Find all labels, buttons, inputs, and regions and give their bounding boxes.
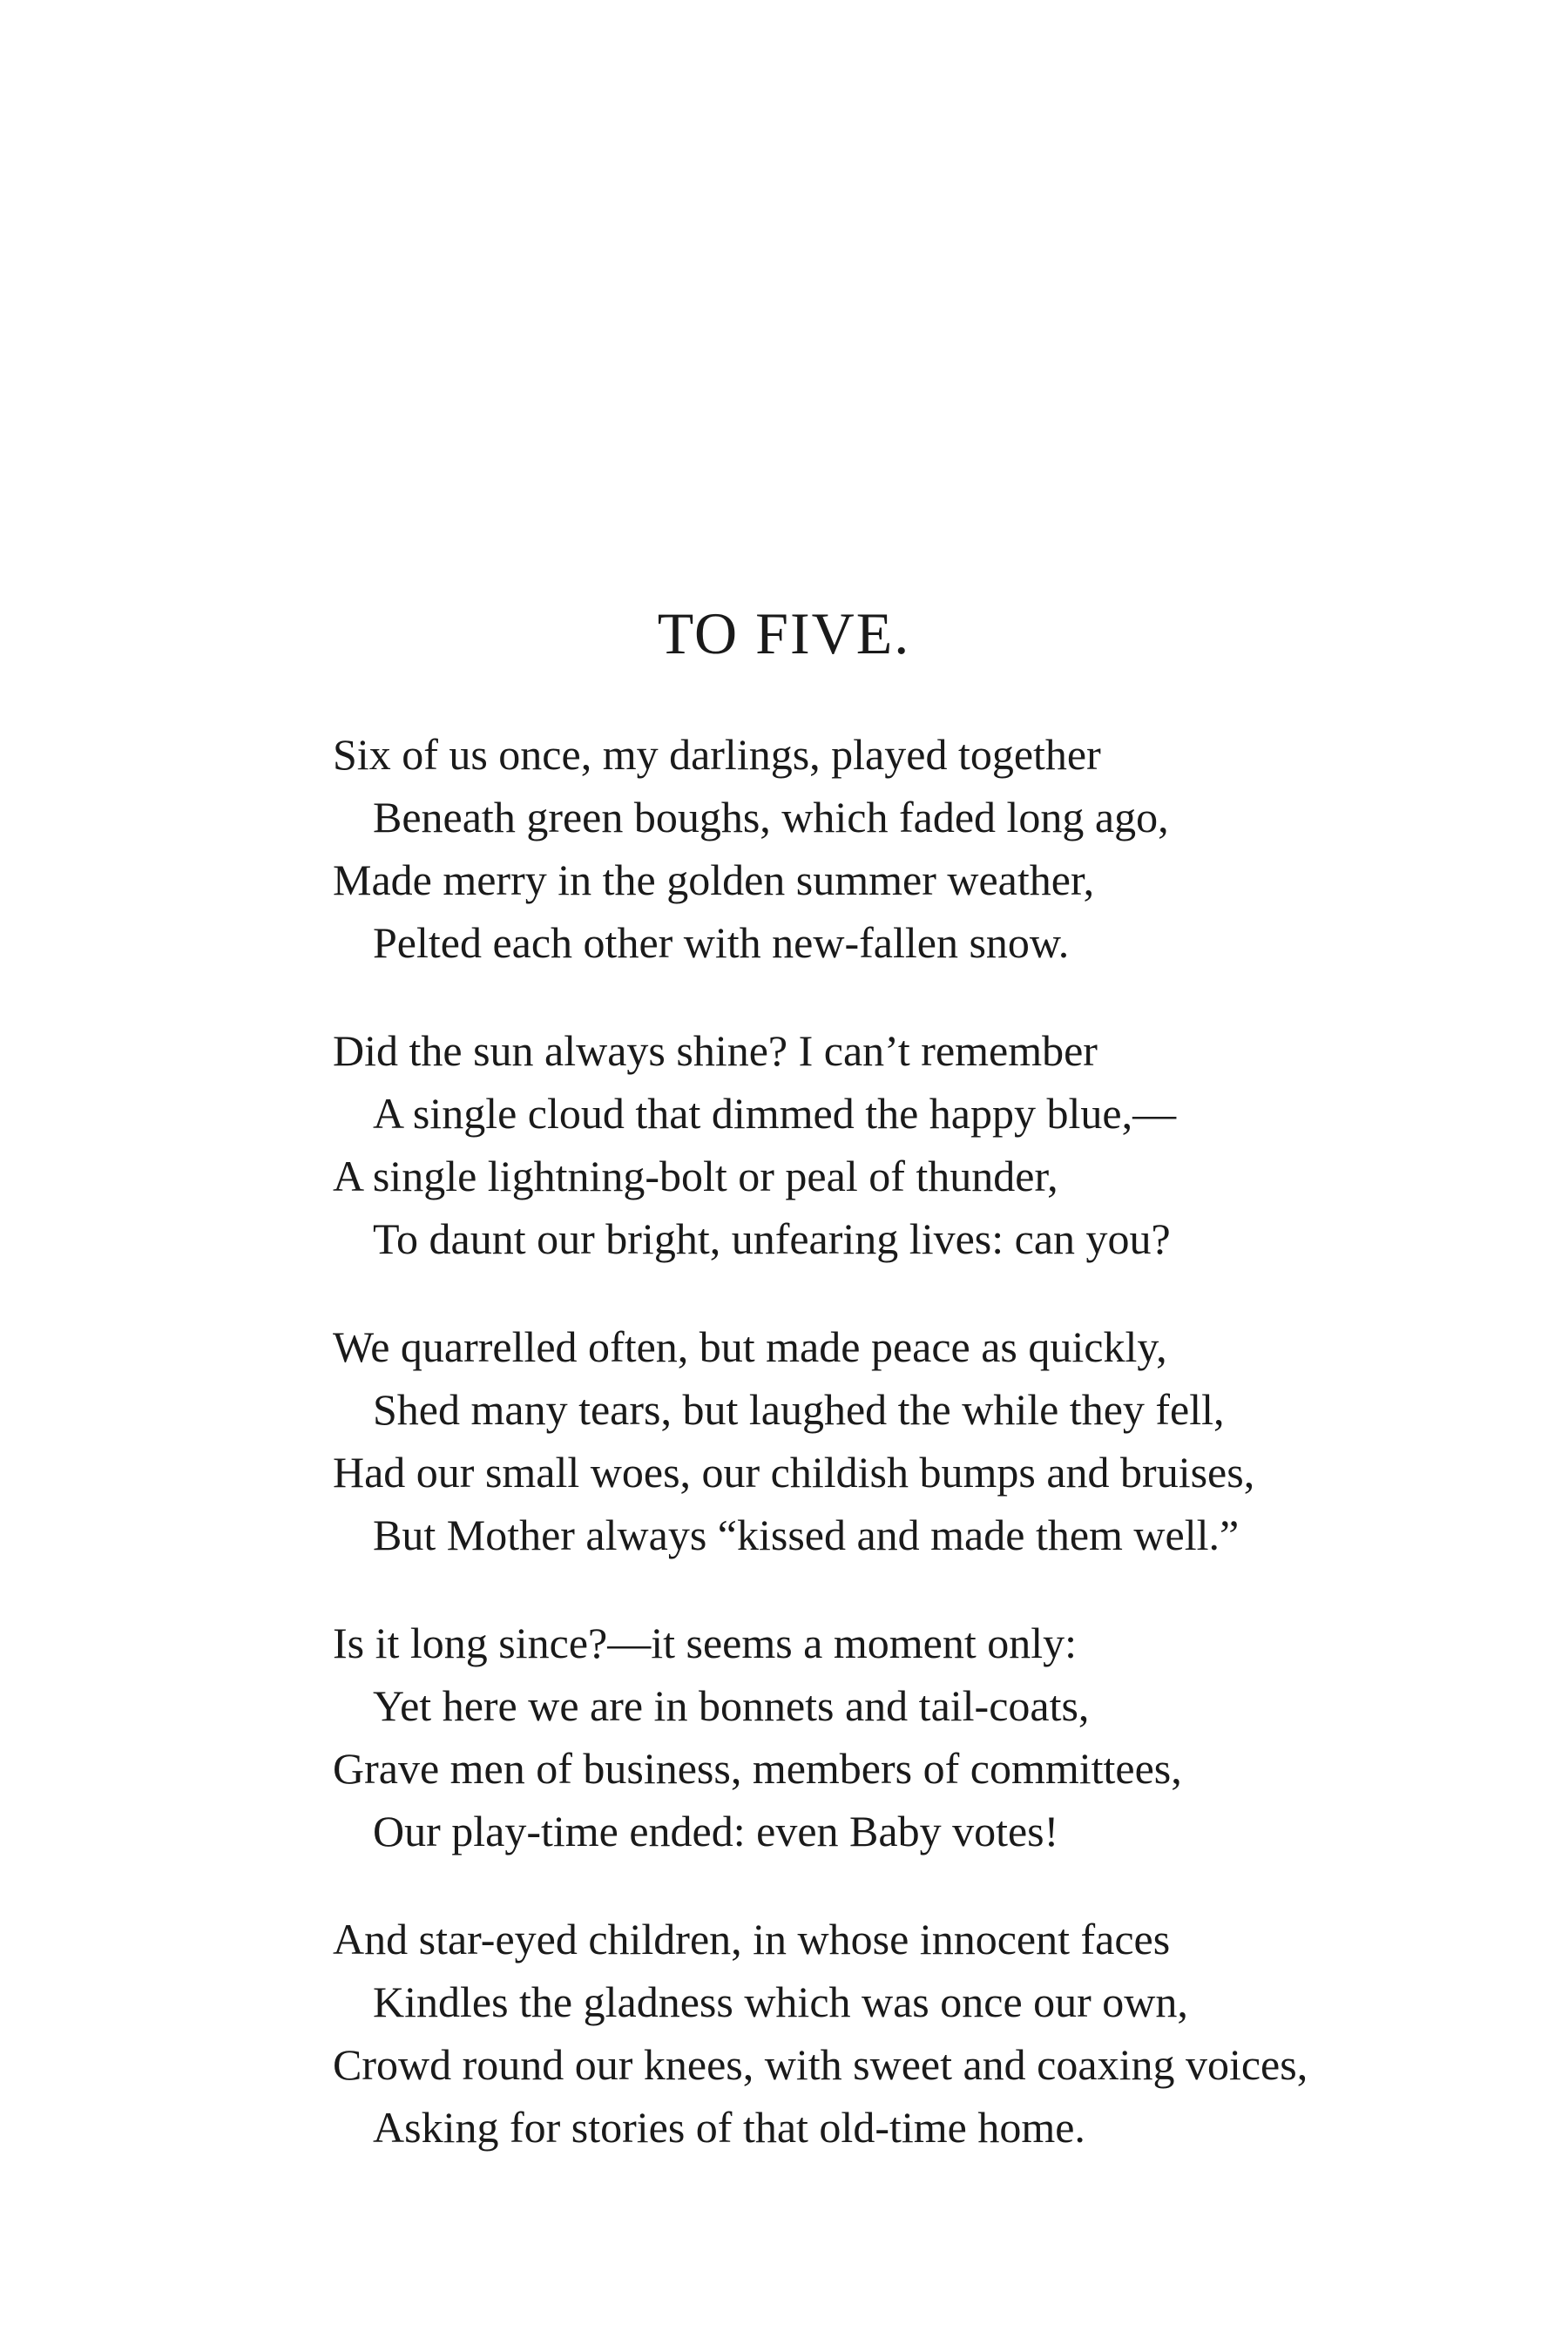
- poem-line: Made merry in the golden summer weather,: [333, 855, 1095, 904]
- poem-line: Asking for stories of that old-time home.: [373, 2103, 1085, 2152]
- poem-line: Had our small woes, our childish bumps and bruises,: [333, 1448, 1255, 1497]
- poem-line: We quarrelled often, but made peace as quickly,: [333, 1322, 1167, 1371]
- poem-line: Did the sun always shine? I can’t remember: [333, 1026, 1098, 1075]
- poem-line: Yet here we are in bonnets and tail-coats,: [373, 1681, 1090, 1730]
- poem-line: Crowd round our knees, with sweet and coaxing voices,: [333, 2040, 1308, 2089]
- poem-line: Six of us once, my darlings, played together: [333, 730, 1101, 779]
- poem-line: Pelted each other with new-fallen snow.: [373, 918, 1070, 967]
- poem-line: Our play-time ended: even Baby votes!: [373, 1807, 1059, 1855]
- stanza-1: [333, 723, 1552, 974]
- stanza-4: [333, 1612, 1552, 1862]
- poem-line: Kindles the gladness which was once our own,: [373, 1977, 1188, 2026]
- poem-body: [333, 723, 1552, 2204]
- poem-line: A single cloud that dimmed the happy blue,—: [373, 1089, 1177, 1138]
- stanza-5: [333, 1908, 1552, 2159]
- poem-line: And star-eyed children, in whose innocent faces: [333, 1915, 1171, 1963]
- stanza-3: [333, 1315, 1552, 1566]
- poem-line: A single lightning-bolt or peal of thunder,: [333, 1152, 1058, 1200]
- poem-title: TO FIVE.: [657, 600, 911, 666]
- poem-line: Shed many tears, but laughed the while they fell,: [373, 1385, 1225, 1434]
- stanza-2: [333, 1019, 1552, 1270]
- poem-line: But Mother always “kissed and made them well.”: [373, 1511, 1240, 1559]
- poem-line: Beneath green boughs, which faded long ago,: [373, 793, 1169, 841]
- poem-line: Grave men of business, members of committees,: [333, 1744, 1182, 1793]
- poem-line: Is it long since?—it seems a moment only:: [333, 1619, 1078, 1667]
- poem-line: To daunt our bright, unfearing lives: can you?: [373, 1214, 1171, 1263]
